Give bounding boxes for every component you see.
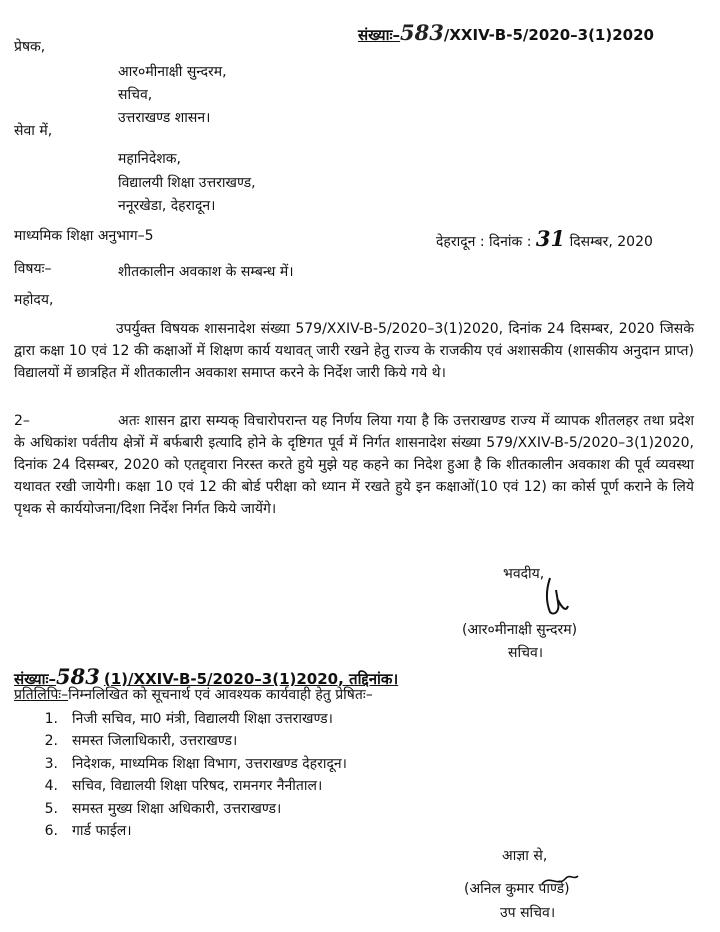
recipient-line2: विद्यालयी शिक्षा उत्तराखण्ड, <box>118 175 256 191</box>
list-item: 2. समस्त जिलाधिकारी, उत्तराखण्ड। <box>44 733 238 749</box>
copy-intro <box>14 686 373 704</box>
signature-closing: भवदीय, <box>503 566 545 582</box>
copy-intro-text: निम्नलिखित को सूचनार्थ एवं आवश्यक कार्यवाही हेतु प्रेषितः– <box>68 687 373 703</box>
section-name: माध्यमिक शिक्षा अनुभाग–5 <box>14 228 154 244</box>
document-reference <box>358 20 654 45</box>
recipient-line3: ननूरखेडा, देहरादून। <box>118 198 216 214</box>
order-closing: आज्ञा से, <box>502 848 548 864</box>
paragraph-1 <box>14 318 694 384</box>
reference-label: संख्याः– <box>358 26 401 44</box>
list-item: 1. निजी सचिव, मा0 मंत्री, विद्यालयी शिक्षा उत्तराखण्ड। <box>44 711 333 727</box>
paragraph-1-text: उपर्युक्त विषयक शासनादेश संख्या 579/XXIV-B-5/2020–3(1)2020, दिनांक 24 दिसम्बर, 2020 जिसके द्वारा कक्षा 10 एवं 12 की कक्षाओं में शिक्षण कार्य यथावत् जारी रखने हेतु राज्य के राजकीय एवं अशासकीय (शासकीय अनुदान प्राप्त) विद्यालयों में छात्रहित में शीतकालीन अवकाश समाप्त करने के निर्देश जारी किये गये थे। <box>14 321 694 381</box>
copy-reference-suffix: (1)/XXIV-B-5/2020–3(1)2020, तद्दिनांक। <box>103 670 399 688</box>
handwritten-copy-number: 583 <box>56 664 100 689</box>
recipient-label: सेवा में, <box>14 123 53 139</box>
list-item: 5. समस्त मुख्य शिक्षा अधिकारी, उत्तराखण्ड। <box>44 801 282 817</box>
paragraph-2-number: 2– <box>14 413 30 429</box>
sender-name: आर०मीनाक्षी सुन्दरम, <box>118 64 227 80</box>
signatory-name: (आर०मीनाक्षी सुन्दरम) <box>462 622 578 638</box>
handwritten-reference-number: 583 <box>400 20 444 45</box>
signatory-designation: सचिव। <box>508 645 544 661</box>
list-item: 6. गार्ड फाईल। <box>44 823 132 839</box>
date-place: देहरादून : दिनांक : <box>436 234 532 250</box>
paragraph-2-text: अतः शासन द्वारा सम्यक् विचारोपरान्त यह निर्णय लिया गया है कि उत्तराखण्ड राज्य में व्यापक शीतलहर तथा प्रदेश के अधिकांश पर्वतीय क्षेत्रों में बर्फबारी इत्यादि होने के दृष्टिगत पूर्व में निर्गत शासनादेश संख्या 579/XXIV-B-5/2020–3(1)2020, दिनांक 24 दिसम्बर, 2020 को एतद्द्वारा निरस्त करते हुये मुझे यह कहने का निदेश हुआ है कि शीतकालीन अवकाश की पूर्व व्यवस्था यथावत रखी जायेगी। कक्षा 10 एवं 12 की बोर्ड परीक्षा को ध्यान में रखते हुये इन कक्षाओं(10 एवं 12) का कोर्स पूर्ण कराने के लिये पृथक से कार्ययोजना/दिशा निर्देश निर्गत किये जायेंगे। <box>14 413 694 517</box>
salutation: महोदय, <box>14 292 54 308</box>
date-month-year: दिसम्बर, 2020 <box>569 234 653 250</box>
recipient-line1: महानिदेशक, <box>118 151 181 167</box>
deputy-secretary-designation: उप सचिव। <box>500 905 556 921</box>
letter-date <box>436 226 653 251</box>
deputy-secretary-name: (अनिल कुमार पाण्डे) <box>464 881 570 897</box>
paragraph-2 <box>14 410 694 520</box>
subject-text: शीतकालीन अवकाश के सम्बन्ध में। <box>118 264 294 280</box>
copy-reference-label: संख्याः– <box>14 670 57 688</box>
handwritten-date-day: 31 <box>535 226 566 251</box>
list-item: 3. निदेशक, माध्यमिक शिक्षा विभाग, उत्तराखण्ड देहरादून। <box>44 756 347 772</box>
reference-suffix: /XXIV-B-5/2020–3(1)2020 <box>443 26 654 44</box>
signature-mark-1 <box>520 572 580 618</box>
list-item: 4. सचिव, विद्यालयी शिक्षा परिषद, रामनगर नैनीताल। <box>44 778 323 794</box>
subject-label: विषयः– <box>14 261 52 277</box>
copy-intro-label: प्रतिलिपिः– <box>14 687 69 703</box>
sender-designation: सचिव, <box>118 87 153 103</box>
sender-label: प्रेषक, <box>14 39 46 55</box>
sender-office: उत्तराखण्ड शासन। <box>118 110 211 126</box>
